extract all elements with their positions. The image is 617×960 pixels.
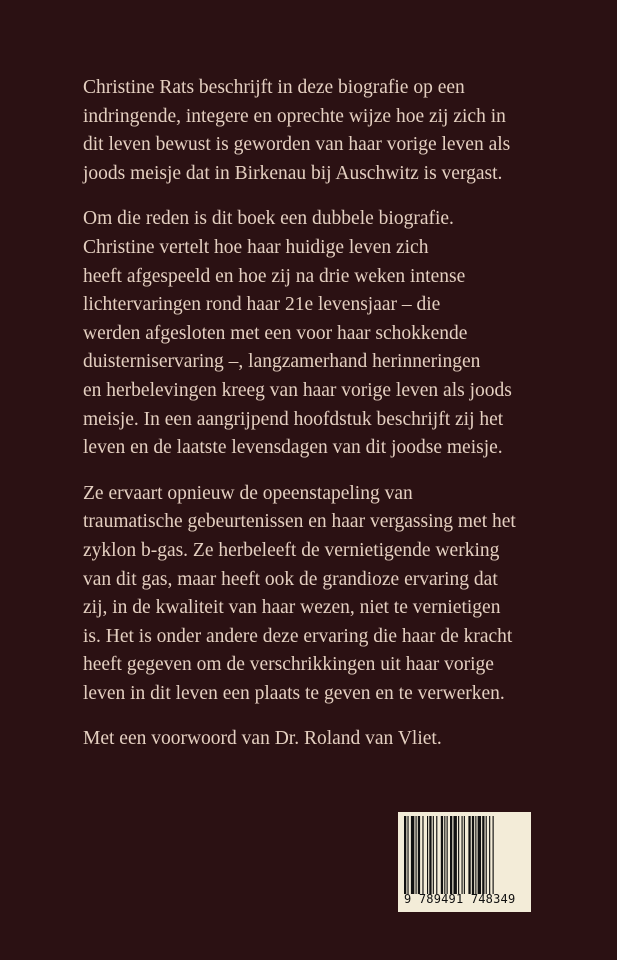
text-line: indringende, integere en oprechte wijze hoe zij zich in [83, 105, 506, 127]
text-line: leven en de laatste levensdagen van dit joodse meisje. [83, 437, 503, 459]
barcode-bar [433, 816, 434, 894]
text-line: Om die reden is dit boek een dubbele biografie. [83, 208, 454, 230]
paragraph-double-biography [83, 205, 573, 462]
barcode-bar [478, 816, 481, 894]
barcode-bar [493, 816, 494, 894]
isbn-barcode-label [398, 812, 531, 912]
text-line: lichtervaringen rond haar 21e levensjaar – die [83, 294, 441, 316]
text-line: traumatische gebeurtenissen en haar vergassing met het [83, 511, 516, 533]
text-line: dit leven bewust is geworden van haar vorige leven als [83, 134, 511, 156]
barcode-bar [429, 816, 431, 894]
text-line: is. Het is onder andere deze ervaring die haar de kracht [83, 625, 513, 647]
barcode-bar [407, 816, 408, 894]
text-line: zij, in de kwaliteit van haar wezen, niet te vernietigen [83, 597, 501, 619]
barcode-bar [427, 816, 428, 894]
barcode-bar [416, 816, 417, 894]
barcode-bar [436, 816, 437, 894]
barcode-icon [404, 816, 524, 894]
isbn-number: 9 789491 748349 [404, 892, 516, 906]
barcode-bar [411, 816, 414, 894]
text-line: heeft afgespeeld en hoe zij na drie weken intense [83, 265, 466, 287]
text-line: leven in dit leven een plaats te geven en te verwerken. [83, 682, 505, 704]
paragraph-intro [83, 74, 573, 188]
barcode-bar [422, 816, 423, 894]
barcode-bar [450, 816, 452, 894]
text-line: en herbelevingen kreeg van haar vorige leven als joods [83, 379, 512, 401]
barcode-bar [468, 816, 470, 894]
barcode-bar [444, 816, 445, 894]
paragraph-experience [83, 480, 573, 709]
barcode-bar [441, 816, 443, 894]
barcode-bar [475, 816, 476, 894]
barcode-bar [458, 816, 459, 894]
barcode-bar [464, 816, 465, 894]
barcode-bar [453, 816, 456, 894]
text-line: van dit gas, maar heeft ook de grandioze ervaring dat [83, 568, 498, 590]
barcode-bar [462, 816, 463, 894]
text-line: zyklon b-gas. Ze herbeleeft de vernietigende werking [83, 539, 500, 561]
text-line: Met een voorwoord van Dr. Roland van Vliet. [83, 728, 442, 750]
barcode-bar [404, 816, 406, 894]
barcode-bar [482, 816, 484, 894]
paragraph-foreword [83, 725, 573, 754]
text-line: meisje. In een aangrijpend hoofdstuk beschrijft zij het [83, 408, 504, 430]
text-line: heeft gegeven om de verschrikkingen uit haar vorige [83, 654, 494, 676]
text-line: Ze ervaart opnieuw de opeenstapeling van [83, 482, 413, 504]
barcode-bar [486, 816, 487, 894]
barcode-bar [489, 816, 490, 894]
text-line: Christine Rats beschrijft in deze biografie op een [83, 77, 465, 98]
barcode-bar [447, 816, 448, 894]
barcode-bar [472, 816, 474, 894]
text-line: werden afgesloten met een voor haar schokkende [83, 322, 468, 344]
blurb-text [83, 74, 573, 771]
text-line: duisterniservaring –, langzamerhand herinneringen [83, 351, 481, 373]
barcode-bar [418, 816, 420, 894]
text-line: joods meisje dat in Birkenau bij Auschwitz is vergast. [83, 162, 503, 184]
text-line: Christine vertelt hoe haar huidige leven zich [83, 236, 429, 258]
